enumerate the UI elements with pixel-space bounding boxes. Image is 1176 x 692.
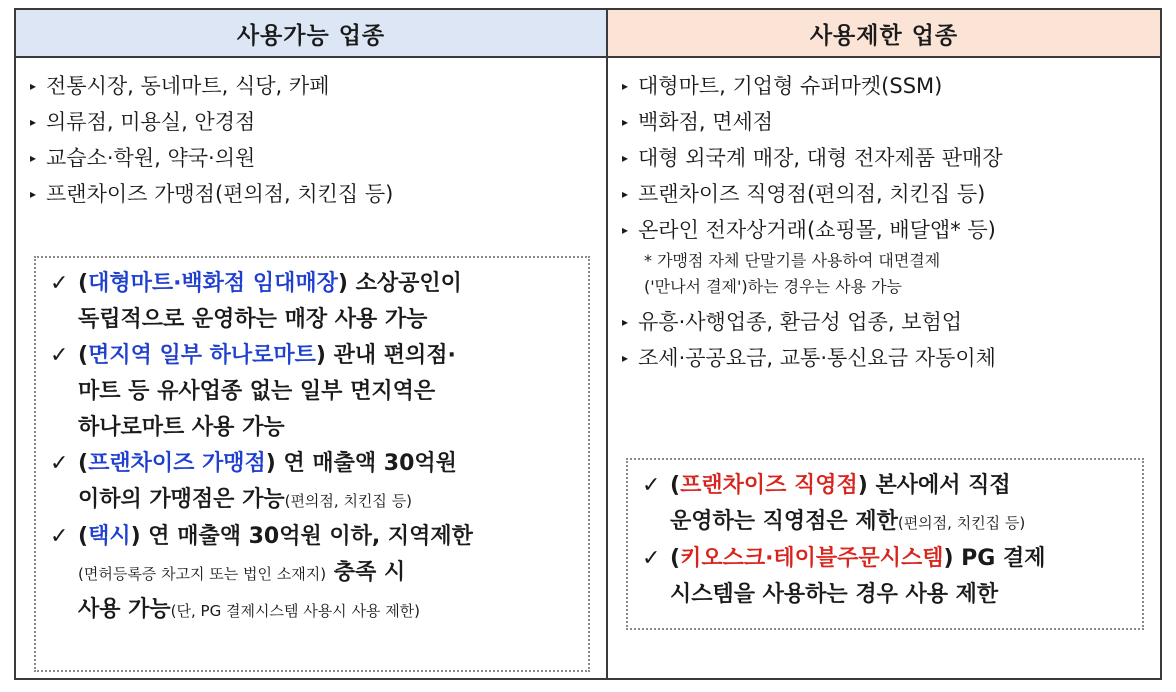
checkmark-icon: ✓ — [642, 473, 661, 498]
bullet-icon: ▸ — [622, 351, 629, 365]
list-item: ▸ 프랜차이즈 직영점(편의점, 치킨집 등) — [622, 176, 1160, 212]
list-item: ▸ 교습소·학원, 약국·의원 — [30, 140, 606, 176]
restricted-list-2 — [608, 300, 1160, 376]
bullet-icon: ▸ — [30, 187, 37, 201]
check-item: ✓ (면지역 일부 하나로마트) 관내 편의점· 마트 등 유사업종 없는 일부 면지역은 하나로마트 사용 가능 — [46, 338, 578, 446]
bullet-icon: ▸ — [622, 223, 629, 237]
allowed-list — [16, 58, 606, 212]
list-item: ▸ 대형마트, 기업형 슈퍼마켓(SSM) — [622, 68, 1160, 104]
allowed-column — [16, 10, 608, 678]
check-item: ✓ (대형마트·백화점 임대매장) 소상공인이 독립적으로 운영하는 매장 사용 가능 — [46, 266, 578, 338]
list-item: ▸ 전통시장, 동네마트, 식당, 카페 — [30, 68, 606, 104]
bullet-icon: ▸ — [622, 151, 629, 165]
bullet-icon: ▸ — [622, 79, 629, 93]
check-item: ✓ (키오스크·테이블주문시스템) PG 결제 시스템을 사용하는 경우 사용 제한 — [638, 541, 1132, 613]
restricted-list — [608, 58, 1160, 248]
allowed-exceptions-box — [34, 256, 590, 672]
checkmark-icon: ✓ — [50, 271, 69, 296]
bullet-icon: ▸ — [622, 115, 629, 129]
list-item: ▸ 대형 외국계 매장, 대형 전자제품 판매장 — [622, 140, 1160, 176]
bullet-icon: ▸ — [622, 187, 629, 201]
list-item: ▸ 온라인 전자상거래(쇼핑몰, 배달앱* 등) — [622, 212, 1160, 248]
checkmark-icon: ✓ — [50, 451, 69, 476]
list-item: ▸ 조세·공공요금, 교통·통신요금 자동이체 — [622, 340, 1160, 376]
bullet-icon: ▸ — [622, 315, 629, 329]
list-item: ▸ 프랜차이즈 가맹점(편의점, 치킨집 등) — [30, 176, 606, 212]
allowed-header: 사용가능 업종 — [16, 10, 606, 58]
restricted-column — [608, 10, 1160, 678]
checkmark-icon: ✓ — [50, 524, 69, 549]
bullet-icon: ▸ — [30, 151, 37, 165]
checkmark-icon: ✓ — [50, 343, 69, 368]
restricted-exceptions-box — [626, 458, 1144, 630]
restricted-header: 사용제한 업종 — [608, 10, 1160, 58]
bullet-icon: ▸ — [30, 79, 37, 93]
footnote: * 가맹점 자체 단말기를 사용하여 대면결제 ('만나서 결제')하는 경우는 사용 가능 — [644, 251, 941, 296]
list-item: ▸ 백화점, 면세점 — [622, 104, 1160, 140]
checkmark-icon: ✓ — [642, 546, 661, 571]
list-item: ▸ 유흥·사행업종, 환금성 업종, 보험업 — [622, 304, 1160, 340]
list-item: ▸ 의류점, 미용실, 안경점 — [30, 104, 606, 140]
bullet-icon: ▸ — [30, 115, 37, 129]
check-item: ✓ (프랜차이즈 직영점) 본사에서 직접 운영하는 직영점은 제한(편의점, 치킨집 등) — [638, 468, 1132, 541]
usage-table — [14, 8, 1162, 680]
check-item: ✓ (택시) 연 매출액 30억원 이하, 지역제한 (면허등록증 차고지 또는 법인 소재지) 충족 시 사용 가능(단, PG 결제시스템 사용시 사용 제한) — [46, 519, 578, 629]
check-item: ✓ (프랜차이즈 가맹점) 연 매출액 30억원 이하의 가맹점은 가능(편의점, 치킨집 등) — [46, 446, 578, 519]
